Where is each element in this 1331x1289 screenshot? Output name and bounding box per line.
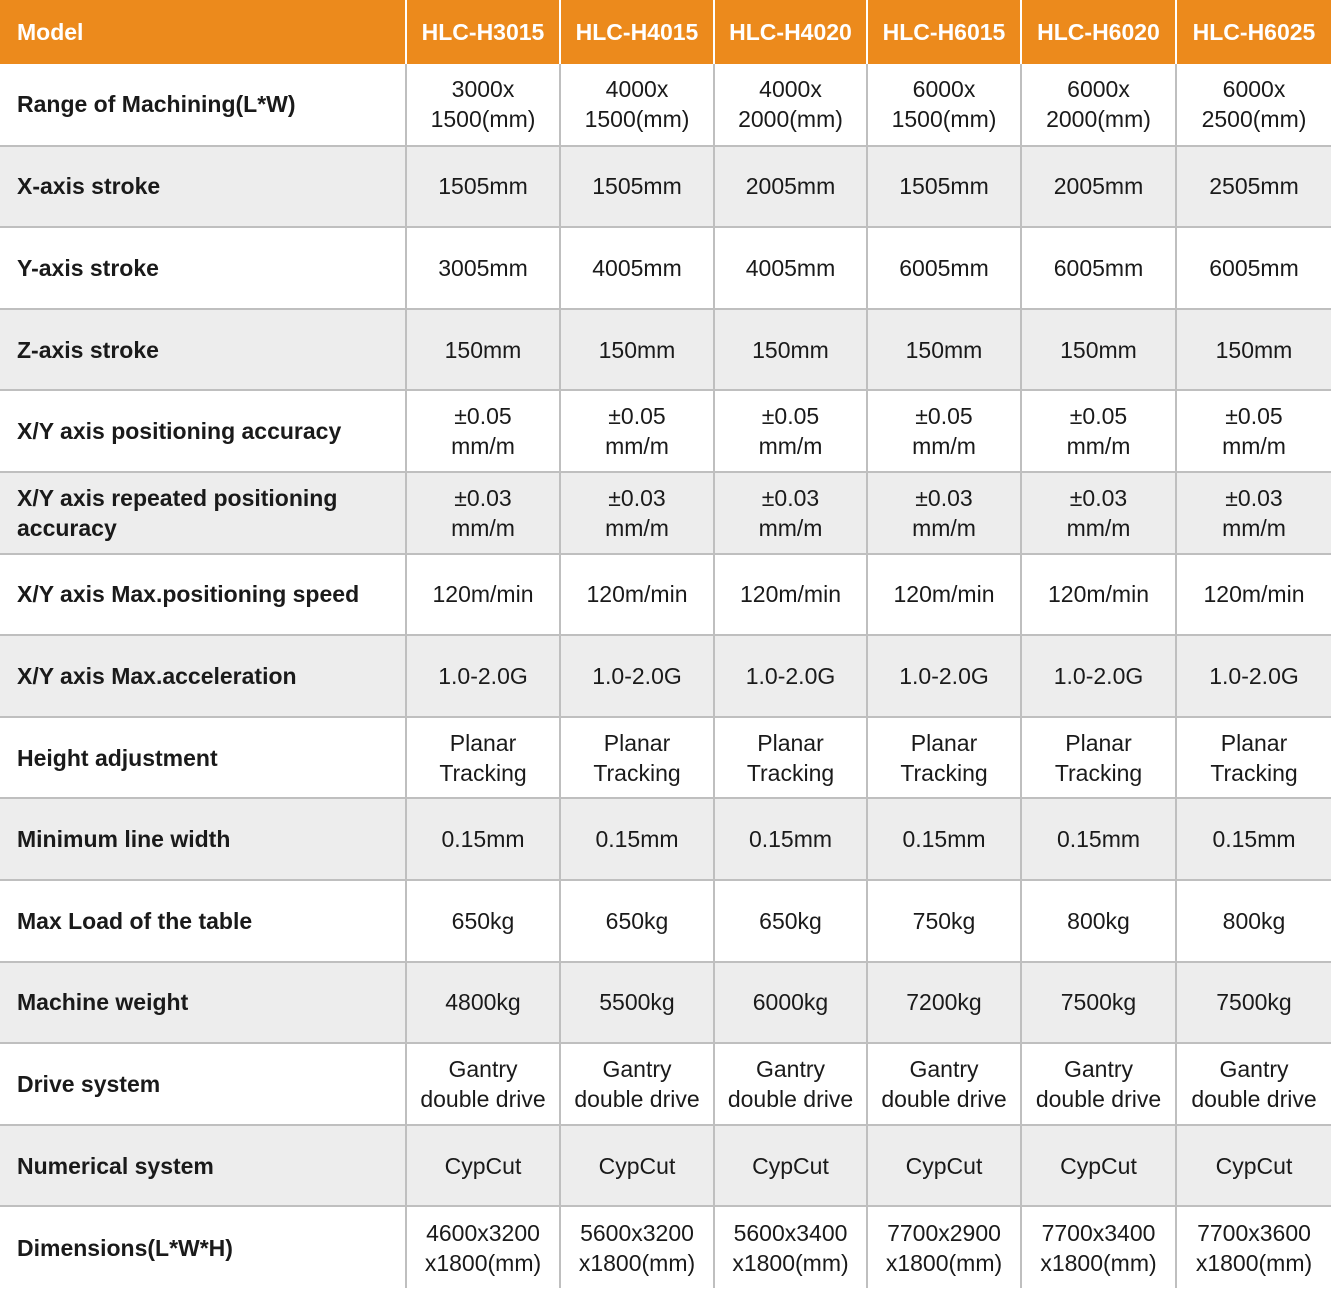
spec-value: ±0.05 mm/m <box>1176 390 1331 472</box>
spec-value: 6005mm <box>1021 227 1176 309</box>
spec-value: 1505mm <box>560 146 714 228</box>
spec-value: ±0.03 mm/m <box>1176 472 1331 554</box>
spec-value: CypCut <box>560 1125 714 1207</box>
table-body <box>0 64 1331 1288</box>
spec-value: ±0.05 mm/m <box>714 390 867 472</box>
spec-label: Minimum line width <box>0 798 406 880</box>
spec-value: CypCut <box>406 1125 560 1207</box>
spec-value: 150mm <box>714 309 867 391</box>
spec-value: 1.0-2.0G <box>406 635 560 717</box>
spec-value: 5600x3400 x1800(mm) <box>714 1206 867 1288</box>
spec-value: ±0.03 mm/m <box>406 472 560 554</box>
spec-value: 120m/min <box>406 554 560 636</box>
model-header: HLC-H6015 <box>867 0 1021 64</box>
spec-value: 120m/min <box>1176 554 1331 636</box>
spec-value: 0.15mm <box>714 798 867 880</box>
spec-label: Y-axis stroke <box>0 227 406 309</box>
spec-value: 5600x3200 x1800(mm) <box>560 1206 714 1288</box>
spec-value: 1505mm <box>867 146 1021 228</box>
spec-label: X/Y axis repeated positioning accuracy <box>0 472 406 554</box>
table-row <box>0 554 1331 636</box>
spec-value: Gantry double drive <box>1021 1043 1176 1125</box>
spec-value: ±0.03 mm/m <box>714 472 867 554</box>
spec-value: 650kg <box>714 880 867 962</box>
spec-value: Planar Tracking <box>406 717 560 799</box>
spec-value: 3005mm <box>406 227 560 309</box>
spec-value: Gantry double drive <box>560 1043 714 1125</box>
spec-value: 120m/min <box>1021 554 1176 636</box>
table-row <box>0 962 1331 1044</box>
spec-value: 6000x 2000(mm) <box>1021 64 1176 146</box>
spec-value: CypCut <box>714 1125 867 1207</box>
spec-value: ±0.05 mm/m <box>1021 390 1176 472</box>
spec-label: Range of Machining(L*W) <box>0 64 406 146</box>
spec-value: 800kg <box>1176 880 1331 962</box>
table-row <box>0 472 1331 554</box>
model-header: HLC-H4020 <box>714 0 867 64</box>
spec-value: 6005mm <box>867 227 1021 309</box>
spec-value: 1.0-2.0G <box>1021 635 1176 717</box>
model-header: HLC-H4015 <box>560 0 714 64</box>
table-row <box>0 1125 1331 1207</box>
spec-value: Gantry double drive <box>406 1043 560 1125</box>
spec-value: 4005mm <box>560 227 714 309</box>
model-header: HLC-H6020 <box>1021 0 1176 64</box>
spec-value: CypCut <box>867 1125 1021 1207</box>
model-header: HLC-H6025 <box>1176 0 1331 64</box>
spec-label: X-axis stroke <box>0 146 406 228</box>
spec-value: 0.15mm <box>1021 798 1176 880</box>
spec-value: 150mm <box>1176 309 1331 391</box>
spec-value: 750kg <box>867 880 1021 962</box>
spec-value: 150mm <box>406 309 560 391</box>
spec-value: 6000x 1500(mm) <box>867 64 1021 146</box>
spec-label: Max Load of the table <box>0 880 406 962</box>
spec-label: Dimensions(L*W*H) <box>0 1206 406 1288</box>
spec-value: 4000x 2000(mm) <box>714 64 867 146</box>
spec-value: 7200kg <box>867 962 1021 1044</box>
spec-value: 120m/min <box>714 554 867 636</box>
table-row <box>0 64 1331 146</box>
spec-value: 0.15mm <box>867 798 1021 880</box>
spec-value: 650kg <box>560 880 714 962</box>
spec-value: 650kg <box>406 880 560 962</box>
table-row <box>0 390 1331 472</box>
spec-value: ±0.05 mm/m <box>406 390 560 472</box>
table-row <box>0 1206 1331 1288</box>
spec-label: Numerical system <box>0 1125 406 1207</box>
spec-value: 3000x 1500(mm) <box>406 64 560 146</box>
spec-value: 7500kg <box>1021 962 1176 1044</box>
spec-value: ±0.05 mm/m <box>867 390 1021 472</box>
spec-value: 2005mm <box>1021 146 1176 228</box>
spec-label: Height adjustment <box>0 717 406 799</box>
spec-value: ±0.05 mm/m <box>560 390 714 472</box>
spec-value: Planar Tracking <box>1176 717 1331 799</box>
spec-value: ±0.03 mm/m <box>560 472 714 554</box>
spec-value: CypCut <box>1176 1125 1331 1207</box>
model-header: HLC-H3015 <box>406 0 560 64</box>
header-row <box>0 0 1331 64</box>
spec-value: CypCut <box>1021 1125 1176 1207</box>
spec-label: Drive system <box>0 1043 406 1125</box>
spec-value: 150mm <box>867 309 1021 391</box>
spec-label: X/Y axis Max.acceleration <box>0 635 406 717</box>
spec-value: 120m/min <box>560 554 714 636</box>
spec-value: 4000x 1500(mm) <box>560 64 714 146</box>
spec-value: Planar Tracking <box>560 717 714 799</box>
spec-value: 6000kg <box>714 962 867 1044</box>
spec-value: Planar Tracking <box>867 717 1021 799</box>
spec-value: 7700x2900 x1800(mm) <box>867 1206 1021 1288</box>
spec-value: 6000x 2500(mm) <box>1201 76 1307 133</box>
spec-value: 4005mm <box>714 227 867 309</box>
spec-value: 150mm <box>560 309 714 391</box>
header-label: Model <box>0 0 406 64</box>
spec-value: Gantry double drive <box>1176 1043 1331 1125</box>
table-row <box>0 798 1331 880</box>
spec-value: 1.0-2.0G <box>714 635 867 717</box>
spec-value: 1505mm <box>406 146 560 228</box>
spec-label: X/Y axis positioning accuracy <box>0 390 406 472</box>
spec-value: 6005mm <box>1176 227 1331 309</box>
spec-value: 4600x3200 x1800(mm) <box>406 1206 560 1288</box>
spec-value: 150mm <box>1021 309 1176 391</box>
table-row <box>0 146 1331 228</box>
spec-value: Planar Tracking <box>714 717 867 799</box>
spec-value: 4800kg <box>406 962 560 1044</box>
spec-value: 0.15mm <box>406 798 560 880</box>
spec-value: 5500kg <box>560 962 714 1044</box>
spec-value: 1.0-2.0G <box>1176 635 1331 717</box>
spec-value: 2505mm <box>1176 146 1331 228</box>
table-row <box>0 880 1331 962</box>
table-row <box>0 717 1331 799</box>
spec-value: Gantry double drive <box>714 1043 867 1125</box>
table-row <box>0 309 1331 391</box>
spec-value: 0.15mm <box>560 798 714 880</box>
spec-value: ±0.03 mm/m <box>1021 472 1176 554</box>
spec-value: 7700x3600 x1800(mm) <box>1176 1206 1331 1288</box>
spec-value: Planar Tracking <box>1021 717 1176 799</box>
spec-value: Gantry double drive <box>867 1043 1021 1125</box>
spec-label: Machine weight <box>0 962 406 1044</box>
spec-value: 2005mm <box>714 146 867 228</box>
spec-label: Z-axis stroke <box>0 309 406 391</box>
spec-value: ±0.03 mm/m <box>867 472 1021 554</box>
spec-label: X/Y axis Max.positioning speed <box>0 554 406 636</box>
spec-value: 1.0-2.0G <box>560 635 714 717</box>
spec-value: 800kg <box>1021 880 1176 962</box>
table-header <box>0 0 1331 64</box>
spec-value: 0.15mm <box>1176 798 1331 880</box>
table-row <box>0 227 1331 309</box>
spec-value: 1.0-2.0G <box>867 635 1021 717</box>
table-row <box>0 635 1331 717</box>
spec-value: 7700x3400 x1800(mm) <box>1021 1206 1176 1288</box>
spec-value: 120m/min <box>867 554 1021 636</box>
spec-value: 7500kg <box>1176 962 1331 1044</box>
table-row <box>0 1043 1331 1125</box>
